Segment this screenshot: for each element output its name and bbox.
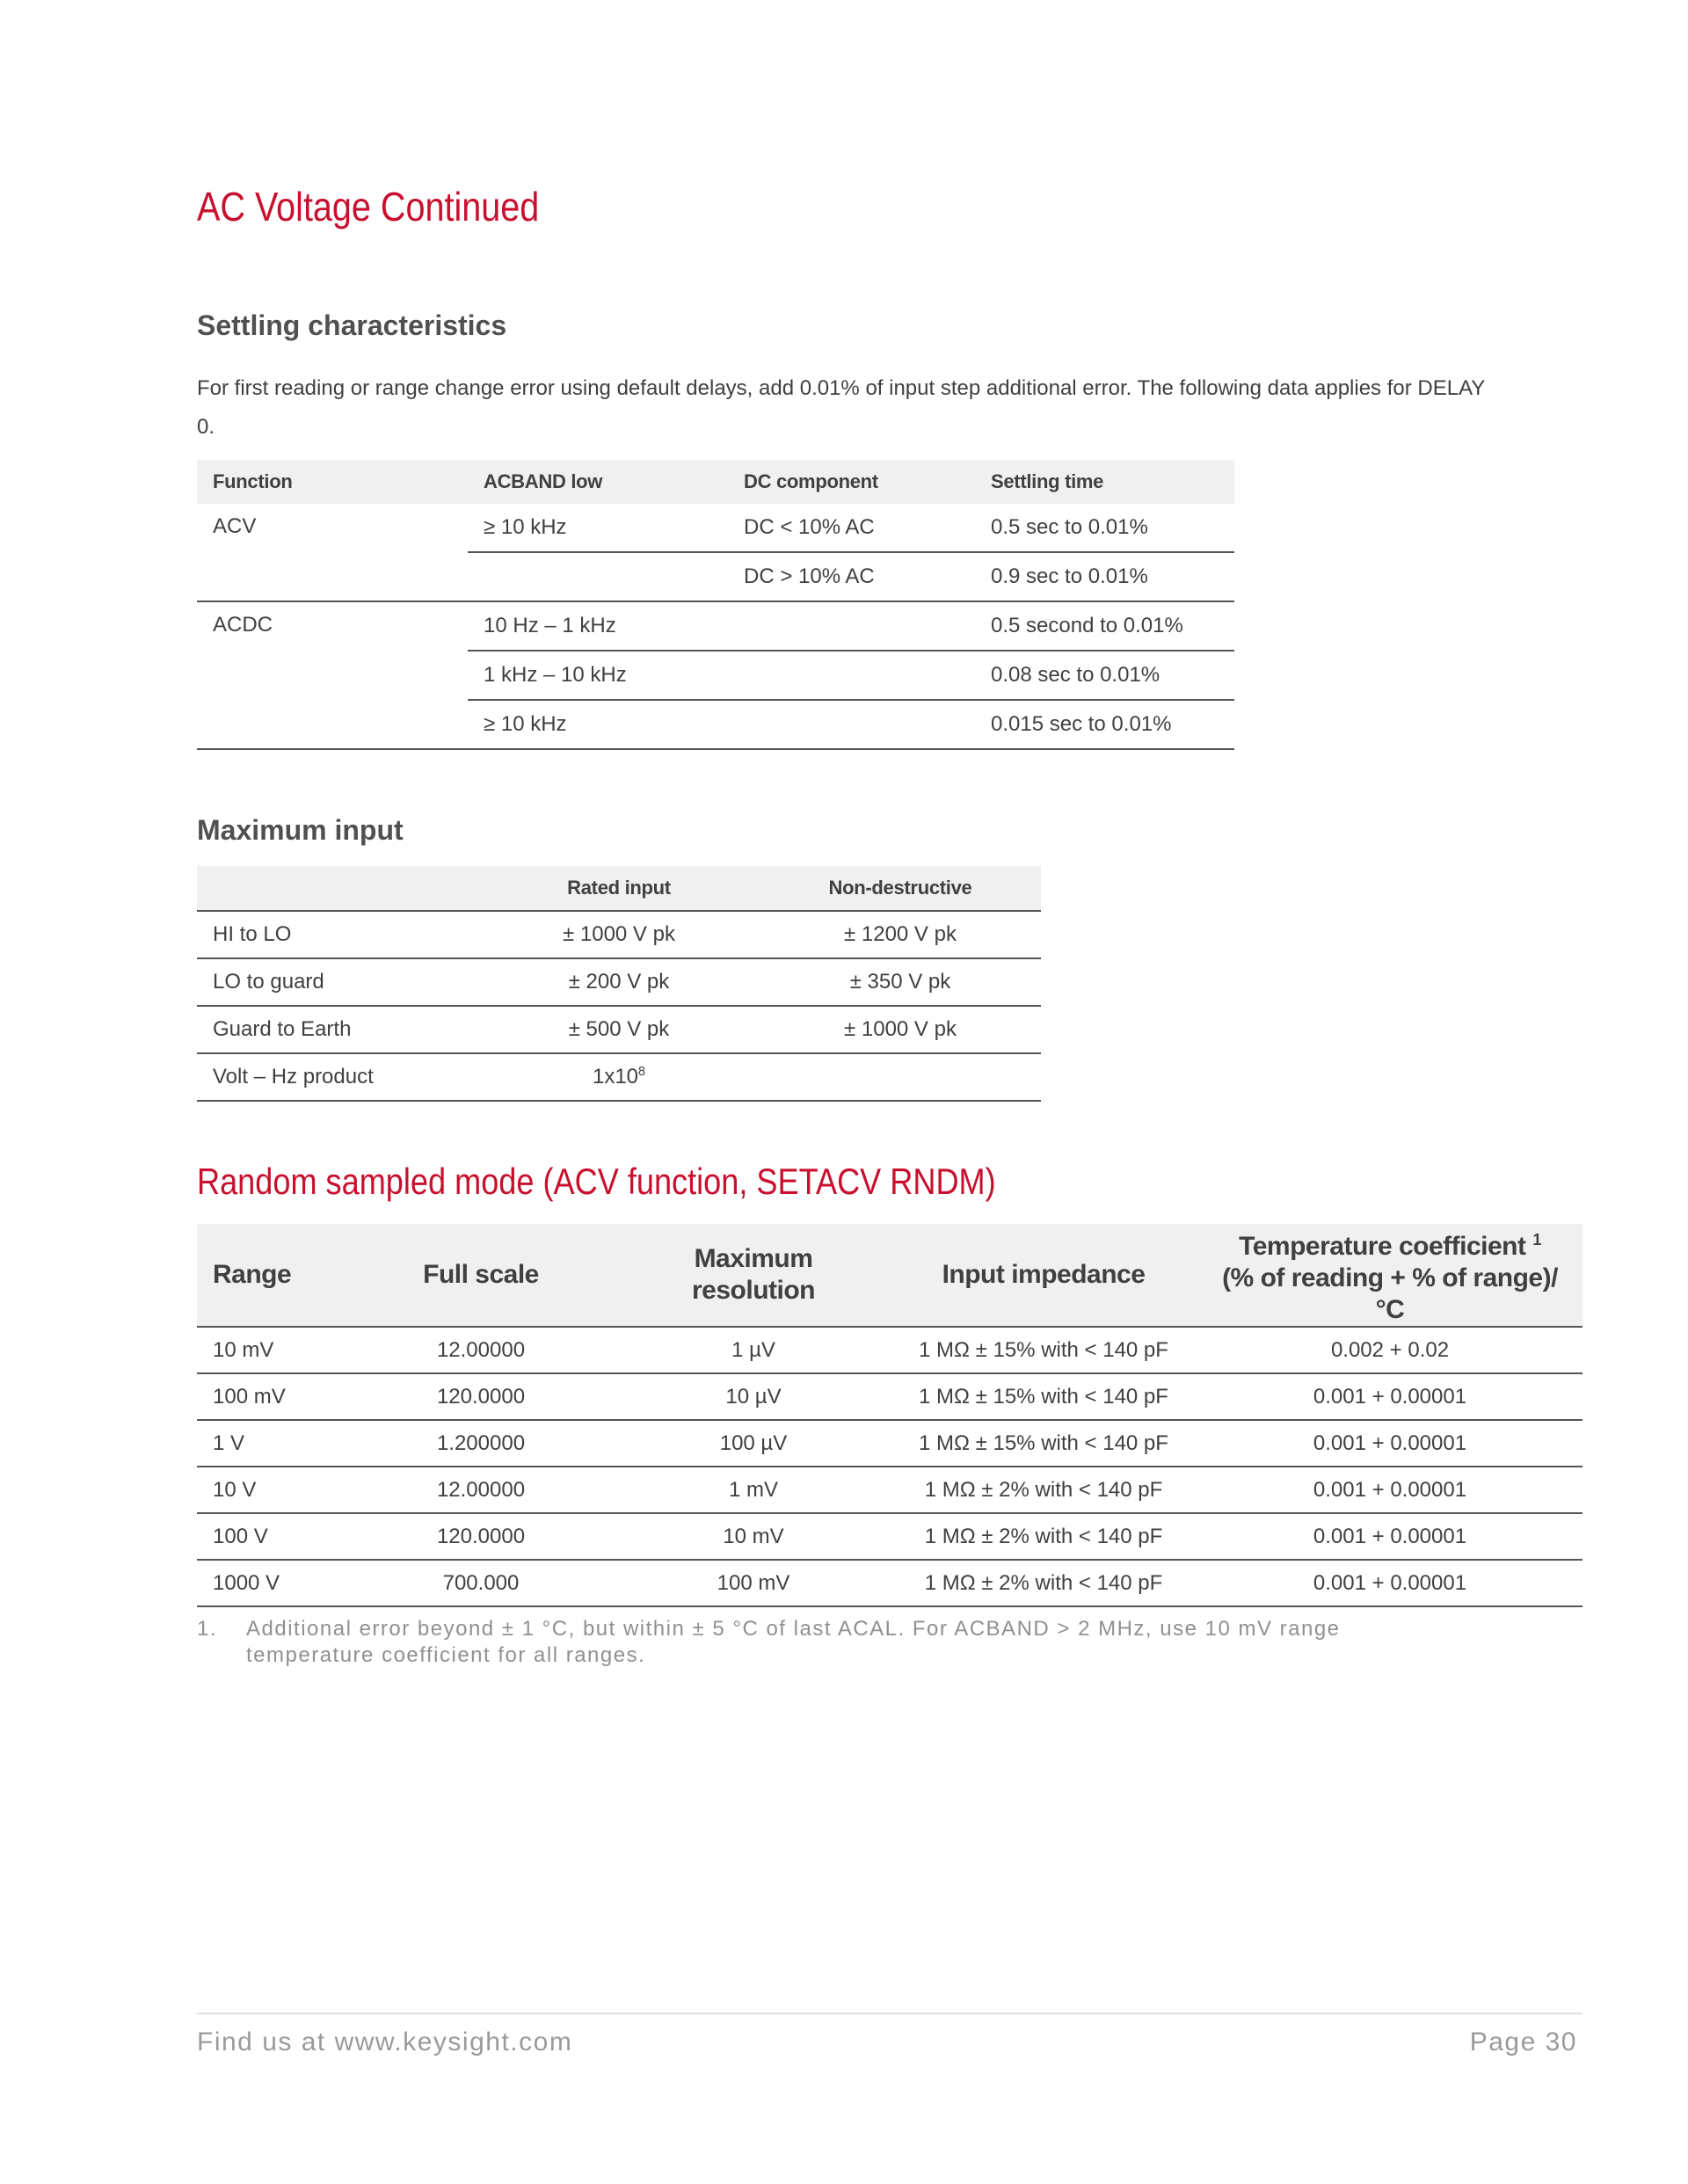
- table-cell: 1 V: [197, 1420, 345, 1467]
- table-cell: 10 Hz – 1 kHz: [468, 601, 728, 651]
- random-heading: Random sampled mode (ACV function, SETACV RNDM): [197, 1161, 996, 1202]
- table-cell: 10 mV: [617, 1513, 890, 1560]
- table-cell: 1 MΩ ± 2% with < 140 pF: [890, 1560, 1197, 1606]
- table-cell: 0.001 + 0.00001: [1197, 1373, 1582, 1420]
- max-input-table: [197, 866, 1041, 1102]
- table-cell: 1 MΩ ± 2% with < 140 pF: [890, 1467, 1197, 1513]
- table-cell: 12.00000: [345, 1327, 617, 1373]
- table-cell: 0.015 sec to 0.01%: [975, 700, 1234, 749]
- column-header: ACBAND low: [468, 460, 728, 504]
- random-sampled-table: [197, 1224, 1582, 1607]
- table-cell: 100 V: [197, 1513, 345, 1560]
- table-cell: HI to LO: [197, 911, 478, 958]
- column-header: Settling time: [975, 460, 1234, 504]
- table-cell: LO to guard: [197, 958, 478, 1006]
- footer-divider: [197, 2013, 1582, 2014]
- settling-heading: Settling characteristics: [197, 309, 507, 341]
- footnote-number: 1.: [197, 1617, 218, 1641]
- column-header: DC component: [728, 460, 975, 504]
- table-cell: 100 mV: [197, 1373, 345, 1420]
- table-cell: 1 MΩ ± 15% with < 140 pF: [890, 1420, 1197, 1467]
- table-row: [197, 1327, 1582, 1373]
- settling-intro: For first reading or range change error using default delays, add 0.01% of input step additional error. The following data applies for DELAY 0.: [197, 376, 1485, 439]
- table-cell: [478, 1053, 760, 1101]
- table-cell: Volt – Hz product: [197, 1053, 478, 1101]
- table-row: [197, 1373, 1582, 1420]
- max-input-heading: Maximum input: [197, 814, 404, 846]
- column-header: Function: [197, 460, 468, 504]
- temp-header-line1: Temperature coefficient: [1239, 1232, 1526, 1261]
- table-cell: 120.0000: [345, 1373, 617, 1420]
- table-cell: 0.001 + 0.00001: [1197, 1467, 1582, 1513]
- column-header: Rated input: [478, 866, 760, 911]
- table-cell: 12.00000: [345, 1467, 617, 1513]
- column-header: Full scale: [345, 1224, 617, 1327]
- table-cell: 0.5 sec to 0.01%: [975, 504, 1234, 552]
- table-cell: 0.001 + 0.00001: [1197, 1560, 1582, 1606]
- table-cell: ACDC: [197, 601, 468, 749]
- table-cell: 0.5 second to 0.01%: [975, 601, 1234, 651]
- table-cell: 10 mV: [197, 1327, 345, 1373]
- column-header: Non-destructive: [760, 866, 1041, 911]
- table-cell: [728, 651, 975, 700]
- settling-table: [197, 460, 1234, 750]
- table-row: [197, 958, 1041, 1006]
- table-cell: 1 mV: [617, 1467, 890, 1513]
- table-cell: 10 µV: [617, 1373, 890, 1420]
- column-header: [197, 866, 478, 911]
- table-header-row: [197, 866, 1041, 911]
- table-cell: [468, 552, 728, 601]
- table-cell: 1.200000: [345, 1420, 617, 1467]
- column-header: Range: [197, 1224, 345, 1327]
- table-cell: [760, 1053, 1041, 1101]
- table-cell: ± 1200 V pk: [760, 911, 1041, 958]
- table-cell: 100 µV: [617, 1420, 890, 1467]
- footer-website[interactable]: Find us at www.keysight.com: [197, 2027, 573, 2057]
- column-header: Input impedance: [890, 1224, 1197, 1327]
- table-cell: ± 1000 V pk: [478, 911, 760, 958]
- table-cell: DC < 10% AC: [728, 504, 975, 552]
- page-number: Page 30: [1469, 2027, 1577, 2057]
- table-row: [197, 504, 1234, 552]
- table-cell: 0.001 + 0.00001: [1197, 1513, 1582, 1560]
- column-header: [1197, 1224, 1582, 1327]
- table-row: [197, 601, 1234, 651]
- table-cell: ± 350 V pk: [760, 958, 1041, 1006]
- table-cell: 1000 V: [197, 1560, 345, 1606]
- table-cell: 0.9 sec to 0.01%: [975, 552, 1234, 601]
- table-row: [197, 911, 1041, 958]
- table-cell: 0.08 sec to 0.01%: [975, 651, 1234, 700]
- table-cell: ≥ 10 kHz: [468, 700, 728, 749]
- rated-exponent: 8: [638, 1065, 646, 1079]
- table-cell: [728, 601, 975, 651]
- column-header: Maximum resolution: [617, 1224, 890, 1327]
- table-row: [197, 1420, 1582, 1467]
- table-cell: 0.002 + 0.02: [1197, 1327, 1582, 1373]
- table-cell: 120.0000: [345, 1513, 617, 1560]
- footnote-marker: 1: [1532, 1231, 1541, 1249]
- table-cell: ACV: [197, 504, 468, 601]
- table-cell: 1 kHz – 10 kHz: [468, 651, 728, 700]
- table-cell: 100 mV: [617, 1560, 890, 1606]
- table-cell: [728, 700, 975, 749]
- table-row: [197, 1467, 1582, 1513]
- table-cell: Guard to Earth: [197, 1006, 478, 1053]
- table-header-row: [197, 1224, 1582, 1327]
- temp-header-line2: (% of reading + % of range)/ °C: [1222, 1263, 1558, 1324]
- table-cell: ± 500 V pk: [478, 1006, 760, 1053]
- table-cell: ≥ 10 kHz: [468, 504, 728, 552]
- table-cell: DC > 10% AC: [728, 552, 975, 601]
- table-row: [197, 1053, 1041, 1101]
- table-row: [197, 1513, 1582, 1560]
- table-cell: 0.001 + 0.00001: [1197, 1420, 1582, 1467]
- table-header-row: [197, 460, 1234, 504]
- table-cell: ± 200 V pk: [478, 958, 760, 1006]
- footnote-text: Additional error beyond ± 1 °C, but within ± 5 °C of last ACAL. For ACBAND > 2 MHz, use 10 mV range temperature coefficient for all ranges.: [246, 1617, 1341, 1667]
- table-cell: 1 MΩ ± 15% with < 140 pF: [890, 1373, 1197, 1420]
- table-cell: 1 µV: [617, 1327, 890, 1373]
- page-title: AC Voltage Continued: [197, 184, 540, 229]
- table-cell: 1 MΩ ± 2% with < 140 pF: [890, 1513, 1197, 1560]
- table-cell: 700.000: [345, 1560, 617, 1606]
- table-row: [197, 1560, 1582, 1606]
- rated-base: 1x10: [592, 1065, 639, 1088]
- table-cell: 10 V: [197, 1467, 345, 1513]
- table-cell: 1 MΩ ± 15% with < 140 pF: [890, 1327, 1197, 1373]
- table-cell: ± 1000 V pk: [760, 1006, 1041, 1053]
- table-row: [197, 1006, 1041, 1053]
